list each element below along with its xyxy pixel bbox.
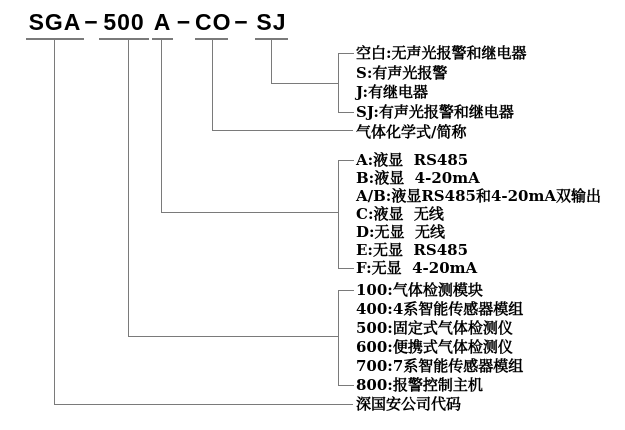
alarm-option-s: S:有声光报警 bbox=[356, 64, 448, 82]
alarm-option-blank: 空白:无声光报警和继电器 bbox=[356, 44, 527, 62]
bracket-series-tick-top bbox=[338, 290, 354, 291]
series-option-800: 800:报警控制主机 bbox=[356, 376, 483, 394]
bracket-output-tick-top bbox=[338, 160, 354, 161]
connector-horizontal-co bbox=[212, 130, 353, 131]
bracket-series-vertical bbox=[338, 290, 339, 386]
output-option-c: C:液显 无线 bbox=[356, 205, 444, 223]
bracket-output-vertical bbox=[338, 160, 339, 269]
connector-vertical-500 bbox=[128, 38, 129, 337]
connector-horizontal-sga bbox=[54, 404, 353, 405]
model-dash-1: − bbox=[84, 9, 99, 35]
bracket-output-tick-bottom bbox=[338, 268, 354, 269]
bracket-alarm-tick-bottom bbox=[338, 112, 354, 113]
output-option-ab: A/B:液显RS485和4-20mA双输出 bbox=[356, 187, 601, 205]
output-option-b: B:液显 4-20mA bbox=[356, 169, 480, 187]
connector-vertical-sj bbox=[271, 38, 272, 84]
model-segment-co: CO bbox=[195, 6, 228, 40]
company-code-label: 深国安公司代码 bbox=[356, 395, 462, 413]
alarm-option-sj: SJ:有声光报警和继电器 bbox=[356, 103, 514, 121]
series-option-600: 600:便携式气体检测仪 bbox=[356, 338, 513, 356]
output-option-e: E:无显 RS485 bbox=[356, 241, 469, 259]
model-dash-2: − bbox=[176, 9, 192, 35]
connector-vertical-sga bbox=[54, 38, 55, 405]
connector-horizontal-sj bbox=[271, 83, 339, 84]
alarm-option-j: J:有继电器 bbox=[356, 83, 429, 101]
connector-horizontal-500 bbox=[128, 336, 339, 337]
model-segment-sj: SJ bbox=[255, 6, 288, 40]
series-option-100: 100:气体检测模块 bbox=[356, 281, 483, 299]
gas-formula-label: 气体化学式/简称 bbox=[356, 123, 467, 141]
model-segment-sga: SGA bbox=[26, 6, 84, 40]
output-option-a: A:液显 RS485 bbox=[356, 151, 469, 169]
series-option-400: 400:4系智能传感器模组 bbox=[356, 300, 524, 318]
series-option-700: 700:7系智能传感器模组 bbox=[356, 357, 524, 375]
output-option-d: D:无显 无线 bbox=[356, 223, 445, 241]
bracket-series-tick-bottom bbox=[338, 385, 354, 386]
output-option-f: F:无显 4-20mA bbox=[356, 259, 478, 277]
bracket-alarm-vertical bbox=[338, 53, 339, 113]
model-dash-3: − bbox=[234, 9, 249, 35]
model-segment-500: 500 bbox=[99, 6, 149, 40]
series-option-500: 500:固定式气体检测仪 bbox=[356, 319, 513, 337]
connector-vertical-co bbox=[212, 38, 213, 131]
model-segment-a: A bbox=[152, 6, 173, 40]
connector-vertical-a bbox=[161, 38, 162, 213]
connector-horizontal-a bbox=[161, 212, 339, 213]
bracket-alarm-tick-top bbox=[338, 53, 354, 54]
